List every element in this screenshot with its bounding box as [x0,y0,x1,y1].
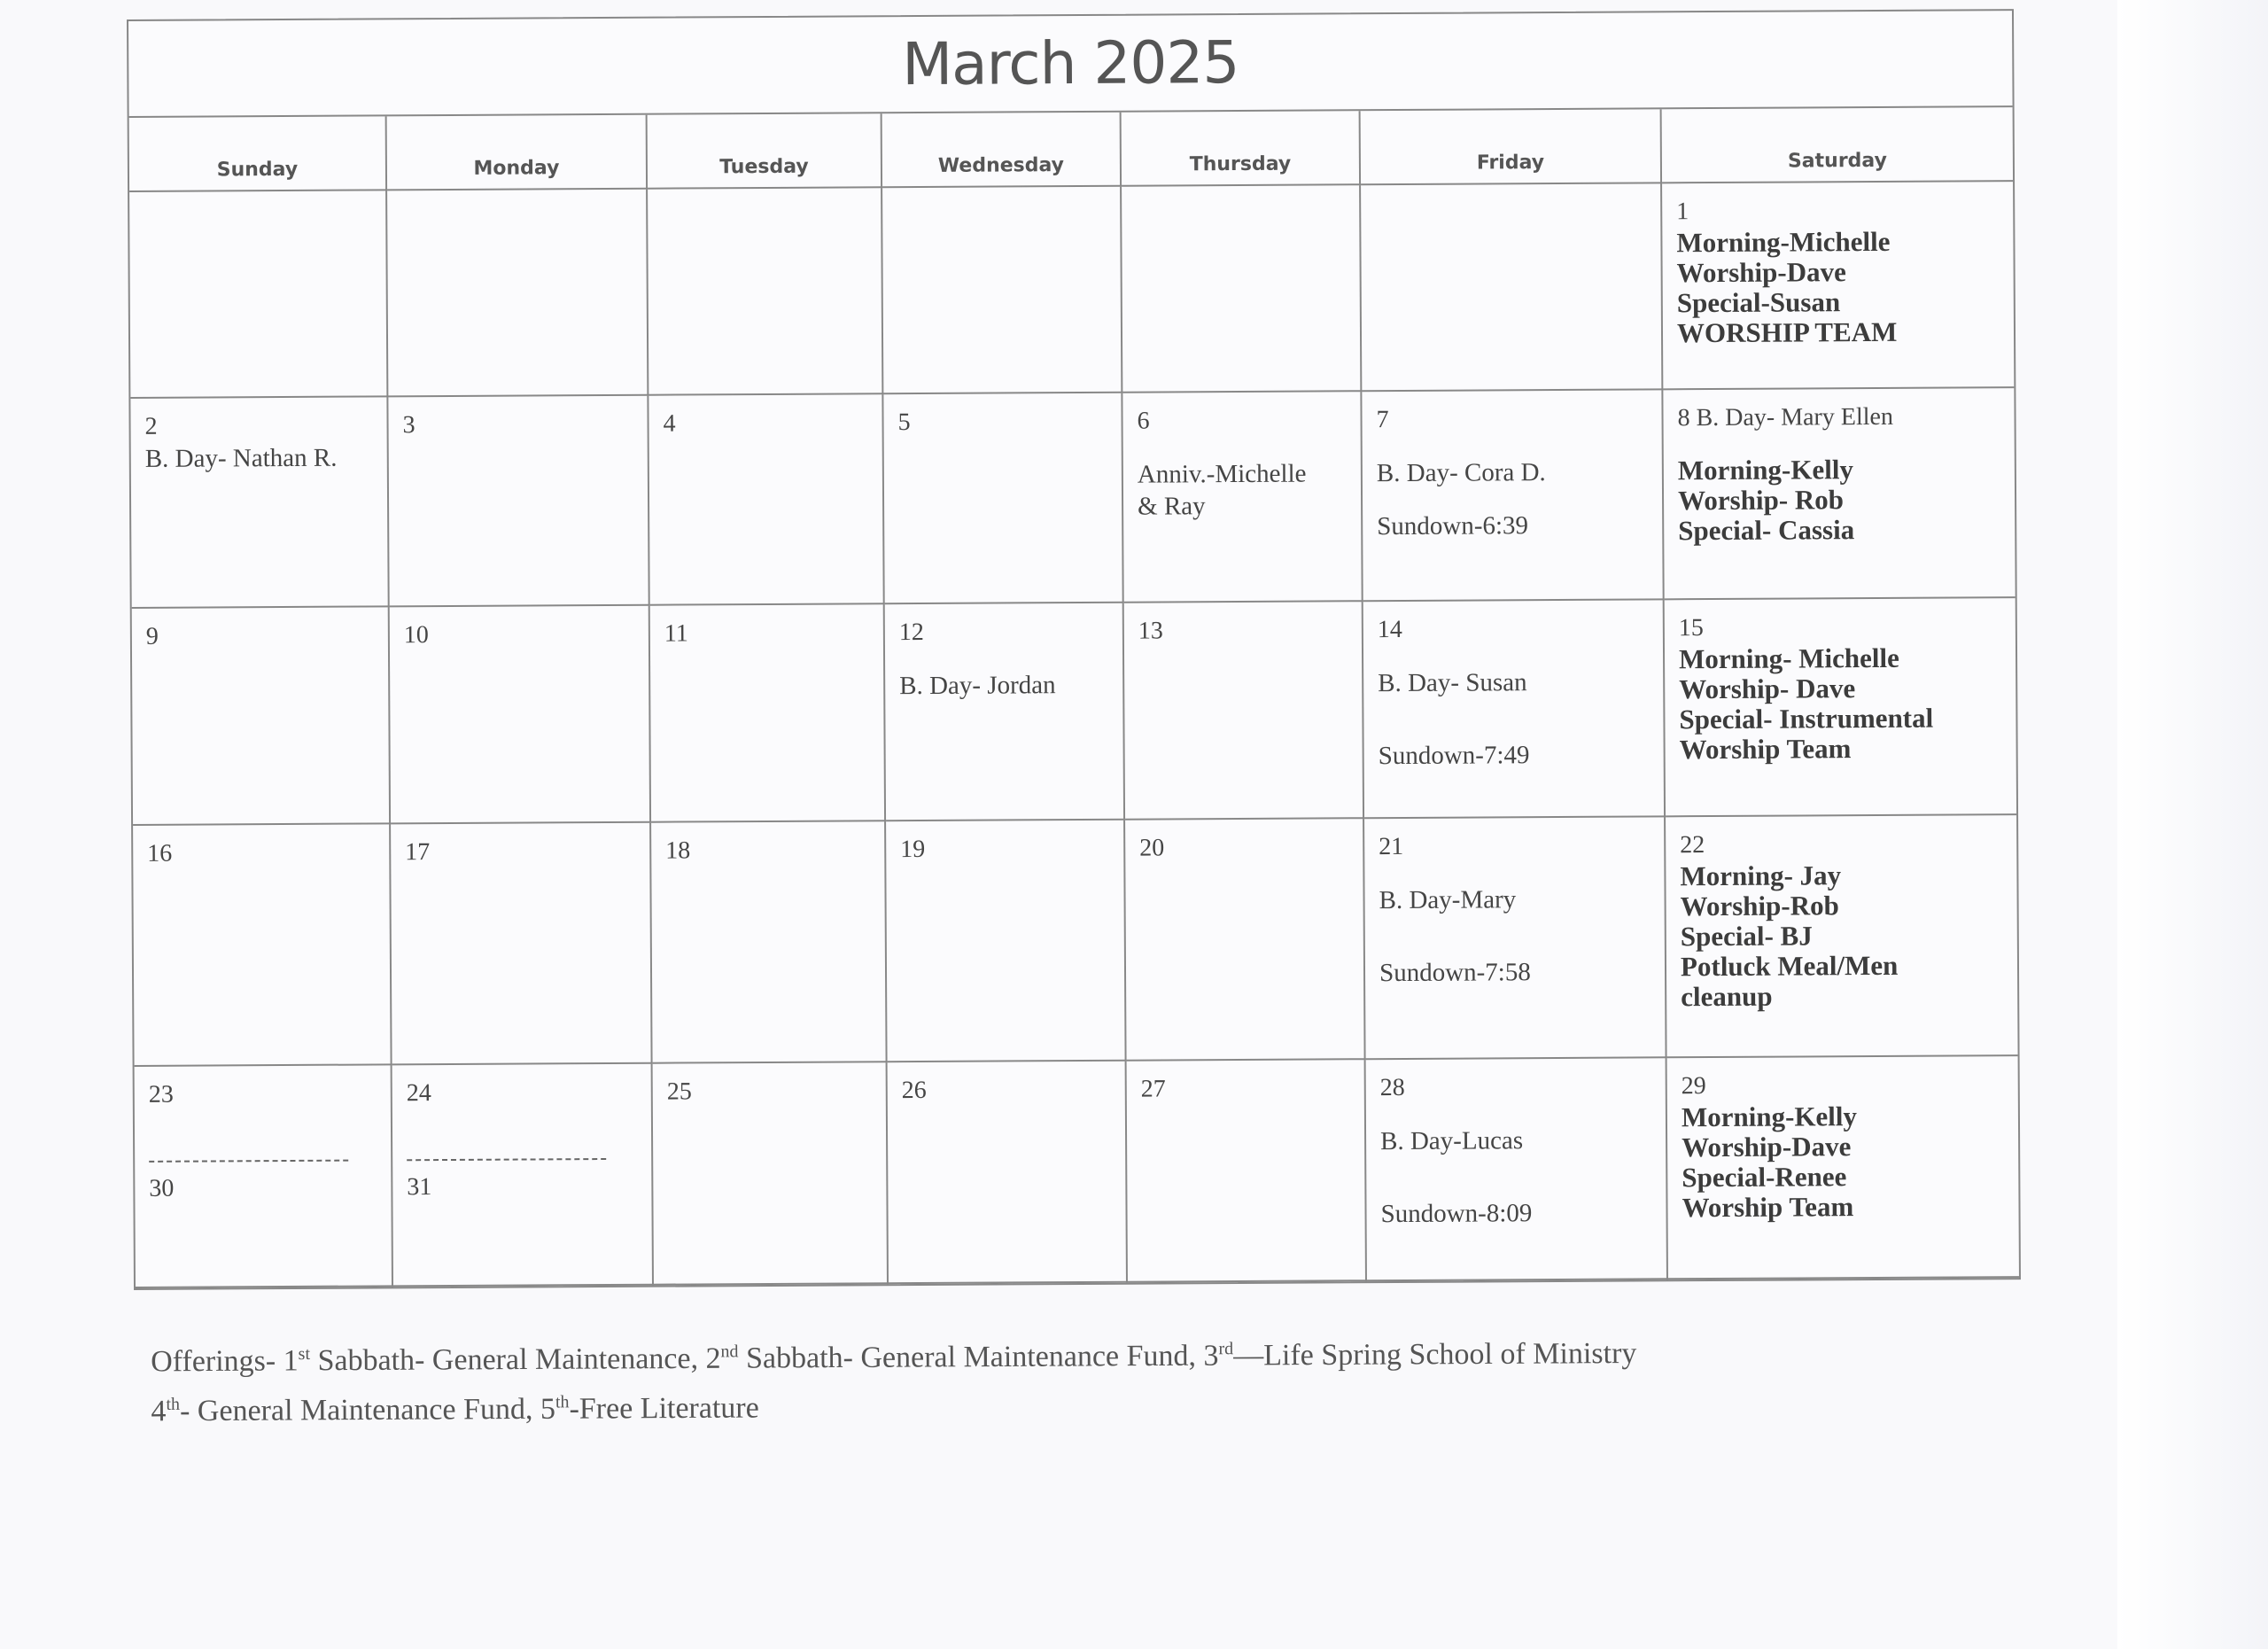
day-number: 8 B. Day- Mary Ellen [1677,402,1894,432]
day-cell-10 [390,606,651,825]
event-line: Worship Team [1682,1191,1854,1224]
empty-day-cell [129,191,388,399]
day-number: 18 [665,836,691,865]
empty-day-cell [1122,185,1362,393]
event-line: B. Day- Jordan [899,671,1056,701]
ordinal-suffix: th [166,1395,181,1415]
calendar-grid [129,107,2019,1288]
offerings-line-2 [151,1375,1637,1434]
day-number: 1 [1676,198,1689,226]
day-cell-8 [1663,388,2015,600]
event-line: Morning-Kelly [1681,1101,1858,1133]
event-line: cleanup [1681,980,1773,1013]
empty-day-cell [882,187,1122,395]
weekday-sunday: Sunday [129,116,387,192]
day-cell-18 [651,821,888,1063]
day-cell-15 [1665,598,2016,817]
event-line: Special- Instrumental [1679,702,1934,735]
sundown-time: Sundown-6:39 [1377,511,1529,541]
weekday-thursday: Thursday [1122,111,1361,187]
day-number: 16 [147,839,173,867]
day-number: 13 [1138,617,1163,645]
day-number: 22 [1680,831,1705,860]
day-number: 5 [897,408,911,437]
day-number: 7 [1376,406,1389,434]
sundown-time: Sundown-8:09 [1380,1199,1533,1229]
event-line: Worship Team [1679,733,1852,766]
day-number: 4 [663,409,676,438]
day-number: 10 [403,621,429,649]
empty-day-cell [1361,183,1663,392]
day-number: 31 [407,1173,432,1202]
event-line: Morning- Michelle [1678,642,1899,675]
day-cell-22 [1666,815,2018,1058]
day-cell-23-30 [135,1065,393,1288]
day-cell-11 [650,604,886,822]
event-line: Special-Susan [1676,286,1841,319]
event-line: Worship-Dave [1682,1131,1852,1163]
day-cell-26 [888,1062,1128,1285]
weekday-tuesday: Tuesday [648,113,882,189]
event-line: Special-Renee [1682,1161,1847,1194]
day-number: 25 [666,1077,692,1106]
event-line: & Ray [1137,492,1206,521]
day-cell-12 [885,603,1125,822]
day-cell-13 [1124,602,1364,821]
sundown-time: Sundown-7:58 [1379,958,1531,988]
day-number: 26 [901,1076,927,1105]
day-cell-16 [133,824,392,1067]
event-line: Worship-Dave [1676,256,1846,289]
empty-day-cell [387,190,649,398]
ordinal-suffix: th [555,1392,570,1412]
offerings-line-1 [151,1326,1637,1384]
day-cell-21 [1364,817,1667,1060]
event-line: Morning- Jay [1680,860,1842,892]
event-line: B. Day- Nathan R. [144,443,338,473]
event-line: B. Day-Mary [1379,885,1517,915]
event-line: Morning-Kelly [1677,454,1854,486]
split-divider [149,1160,348,1163]
offerings-note [151,1326,1637,1434]
ordinal-suffix: st [298,1343,311,1365]
event-line: Morning-Michelle [1676,225,1891,259]
day-cell-27 [1127,1060,1367,1283]
event-line: Anniv.-Michelle [1137,459,1307,489]
offerings-text: Sabbath- General Maintenance Fund, 3 [738,1339,1219,1375]
offerings-text: —Life Spring School of Ministry [1233,1336,1637,1373]
day-cell-25 [653,1062,889,1285]
offerings-text: 4 [151,1395,167,1428]
day-number: 19 [900,835,926,864]
offerings-text: Offerings- 1 [151,1344,299,1379]
day-number: 28 [1379,1073,1405,1102]
weekday-monday: Monday [387,115,648,191]
day-number: 27 [1140,1075,1166,1103]
day-number: 29 [1681,1072,1706,1101]
split-divider [407,1158,606,1161]
day-cell-20 [1125,819,1366,1062]
event-line: Worship-Rob [1680,890,1839,922]
day-cell-14 [1363,600,1666,819]
event-line: Special- BJ [1680,920,1813,953]
event-line: B. Day- Susan [1378,668,1527,698]
event-line: Worship- Dave [1679,673,1856,705]
day-number: 2 [144,412,158,440]
calendar-title: March 2025 [128,11,2013,118]
weekday-friday: Friday [1361,109,1662,185]
day-number: 11 [664,619,688,648]
event-line: WORSHIP TEAM [1676,315,1898,349]
day-number: 24 [406,1079,431,1108]
offerings-text: - General Maintenance Fund, 5 [179,1393,556,1428]
sundown-time: Sundown-7:49 [1378,741,1530,771]
calendar [127,9,2021,1290]
day-cell-3 [388,396,649,608]
day-cell-17 [391,823,653,1066]
day-cell-28 [1366,1058,1668,1281]
weekday-saturday: Saturday [1662,107,2013,183]
empty-day-cell [648,188,883,395]
day-number: 23 [148,1080,174,1108]
ordinal-suffix: nd [720,1342,739,1362]
day-number: 15 [1678,614,1704,642]
day-cell-7 [1362,390,1664,602]
day-number: 30 [149,1174,175,1202]
day-cell-19 [886,821,1127,1063]
day-number: 21 [1379,832,1404,861]
day-cell-9 [132,607,391,826]
day-cell-4 [649,394,884,605]
day-cell-24-31 [392,1064,654,1287]
day-cell-29 [1667,1056,2019,1280]
event-line: B. Day- Cora D. [1376,458,1546,488]
ordinal-suffix: rd [1218,1339,1234,1359]
day-number: 9 [145,622,159,650]
day-cell-1 [1662,182,2014,390]
offerings-text: -Free Literature [569,1391,759,1427]
day-number: 17 [405,838,431,867]
event-line: Worship- Rob [1677,484,1845,517]
day-cell-6 [1122,392,1363,603]
day-number: 20 [1139,834,1165,862]
day-cell-2 [130,397,389,609]
event-line: Special- Cassia [1678,514,1855,547]
day-cell-5 [883,393,1123,605]
day-number: 3 [402,411,416,439]
day-number: 14 [1377,615,1402,644]
day-number: 12 [898,618,924,647]
event-line: B. Day-Lucas [1380,1126,1524,1156]
page-edge [2117,0,2268,1649]
weekday-wednesday: Wednesday [882,113,1122,189]
day-number: 6 [1137,407,1150,435]
event-line: Potluck Meal/Men [1680,949,1899,983]
offerings-text: Sabbath- General Maintenance, 2 [309,1342,721,1378]
